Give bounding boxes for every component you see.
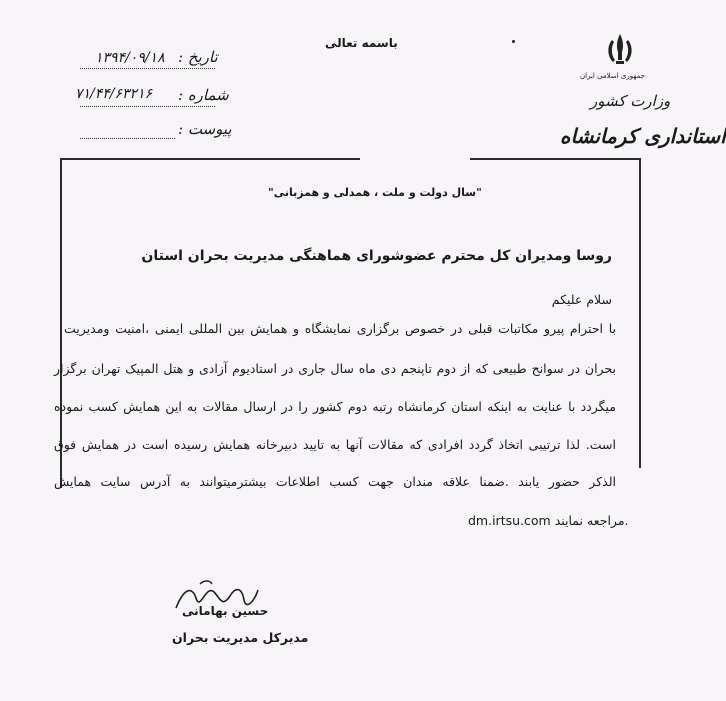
body-line-4: است. لذا ترتیبی اتخاذ گردد افرادی که مقالات آنها به تایید دبیرخانه همایش رسیده است در همایش فوق xyxy=(54,437,616,452)
body-line-2: بحران در سوانح طبیعی که از دوم تاپنجم دی ماه سال جاری در استادیوم آزادی و هتل المپیک تهران برگزار xyxy=(54,361,616,376)
recipient-line: روسا ومدیران کل محترم عضوشورای هماهنگی مدیریت بحران استان xyxy=(141,248,612,264)
date-line xyxy=(80,68,215,69)
year-slogan: "سال دولت و ملت ، همدلی و همزبانی" xyxy=(268,186,482,199)
office-title: استانداری کرمانشاه xyxy=(560,124,726,148)
frame-top-left xyxy=(60,158,360,160)
ministry-title: وزارت کشور xyxy=(590,92,671,110)
frame-right xyxy=(639,158,641,468)
date-label: تاریخ : xyxy=(178,48,218,66)
body-line-5: الذکر حضور یابند .ضمنا علاقه مندان جهت کسب اطلاعات بیشترمیتوانند به آدرس سایت همایش xyxy=(54,474,616,489)
date-value: ۱۳۹۴/۰۹/۱۸ xyxy=(95,50,165,66)
iran-emblem-icon xyxy=(590,30,650,70)
dot-mark xyxy=(512,40,515,43)
body-line-6: dm.irtsu.com مراجعه نمایند. xyxy=(468,513,629,528)
signatory-name: حسین بهامانی xyxy=(182,604,269,618)
government-small-text: جمهوری اسلامی ایران xyxy=(580,72,645,80)
number-label: شماره : xyxy=(178,86,229,104)
greeting: سلام علیکم xyxy=(551,292,612,307)
attachment-line xyxy=(80,138,175,139)
number-line xyxy=(80,106,215,107)
signatory-title: مدیرکل مدیریت بحران xyxy=(172,630,309,645)
attachment-label: پیوست : xyxy=(178,120,232,138)
body-line-3: میگردد با عنایت به اینکه استان کرمانشاه رتبه دوم کشور را در ارسال مقالات به این همایش کسب نموده xyxy=(54,399,616,414)
body-line-1: با احترام پیرو مکاتبات قبلی در خصوص برگزاری نمایشگاه و همایش بین المللی ایمنی ،امنیت ومدیریت xyxy=(64,321,616,336)
number-value: ۷۱/۴۴/۶۳۲۱۶ xyxy=(75,86,153,102)
invocation-text: باسمه تعالی xyxy=(325,36,398,50)
frame-top-right xyxy=(470,158,640,160)
